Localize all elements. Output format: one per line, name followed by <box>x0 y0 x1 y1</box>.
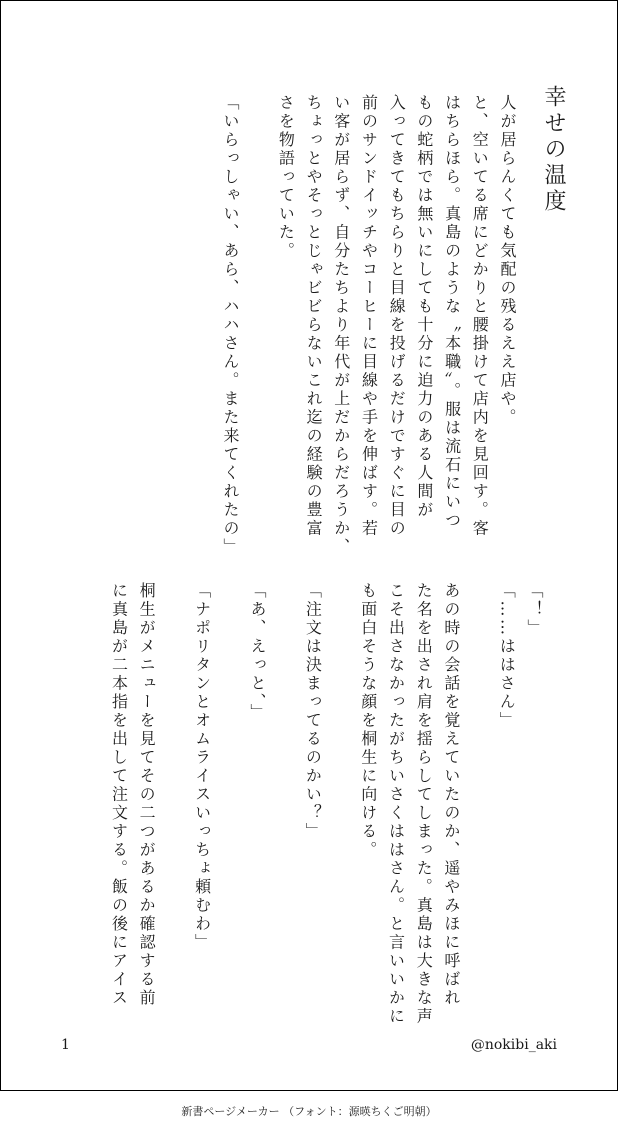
lower-text-block <box>105 582 548 1027</box>
text-line: た名を出され肩を揺らしてしまった。真島は大きな声 <box>414 582 434 1026</box>
dialogue-line: 「注文は決まってるのかい？」 <box>303 582 323 841</box>
story-title: 幸せの温度 <box>541 85 566 215</box>
blank-line <box>244 94 272 539</box>
author-handle: @nokibi_aki <box>470 1037 557 1053</box>
text-line: に真島が二本指を出して注文する。飯の後にアイス <box>109 582 129 1008</box>
generator-credit: 新書ページメーカー （フォント：源暎ちくご明朝） <box>181 1105 437 1118</box>
blank-line <box>216 582 244 1027</box>
text-line: もの蛇柄では無いにしても十分に迫力のある人間が <box>414 94 434 520</box>
blank-line <box>160 582 188 1027</box>
blank-line <box>271 582 299 1027</box>
text-line: い客が居らず、自分たちより年代が上だからだろうか、 <box>331 94 351 557</box>
text-line: はちらほら。真島のような〝本職〟。服は流石にいつ <box>442 94 462 530</box>
text-line: ちょっとやそっとじゃビビらないこれ迄の経験の豊富 <box>304 94 324 538</box>
dialogue-line: 「……ははさん」 <box>497 582 517 730</box>
text-line: さを物語っていた。 <box>276 94 296 261</box>
text-line: 桐生がメニューを見てその二つがあるか確認する前 <box>137 582 157 1008</box>
text-line: と、空いてる席にどかりと腰掛けて店内を見回す。客 <box>470 94 490 538</box>
text-line: 入ってきてもちらりと目線を投げるだけですぐに目の <box>387 94 407 538</box>
blank-line <box>326 582 354 1027</box>
upper-text-block <box>216 94 521 557</box>
text-line: 前のサンドイッチやコーヒーに目線や手を伸ばす。若 <box>359 94 379 538</box>
text-line: あの時の会話を覚えていたのか、遥やみほに呼ばれ <box>441 582 461 1008</box>
dialogue-line: 「ナポリタンとオムライスいっちょ頼むわ」 <box>192 582 212 952</box>
dialogue-line: 「！」 <box>525 582 544 638</box>
blank-line <box>465 582 493 1027</box>
text-line: こそ出さなかったがちいさくははさん。と言いいかに <box>386 582 406 1026</box>
dialogue-line: 「いらっしゃい、あら、ハハさん。また来てくれたの」 <box>220 94 240 557</box>
text-line: も面白そうな顔を桐生に向ける。 <box>358 582 378 860</box>
dialogue-line: 「あ、えっと、」 <box>247 582 267 722</box>
page-number: 1 <box>61 1037 70 1053</box>
text-line: 人が居らんくても気配の残るええ店や。 <box>498 94 517 427</box>
